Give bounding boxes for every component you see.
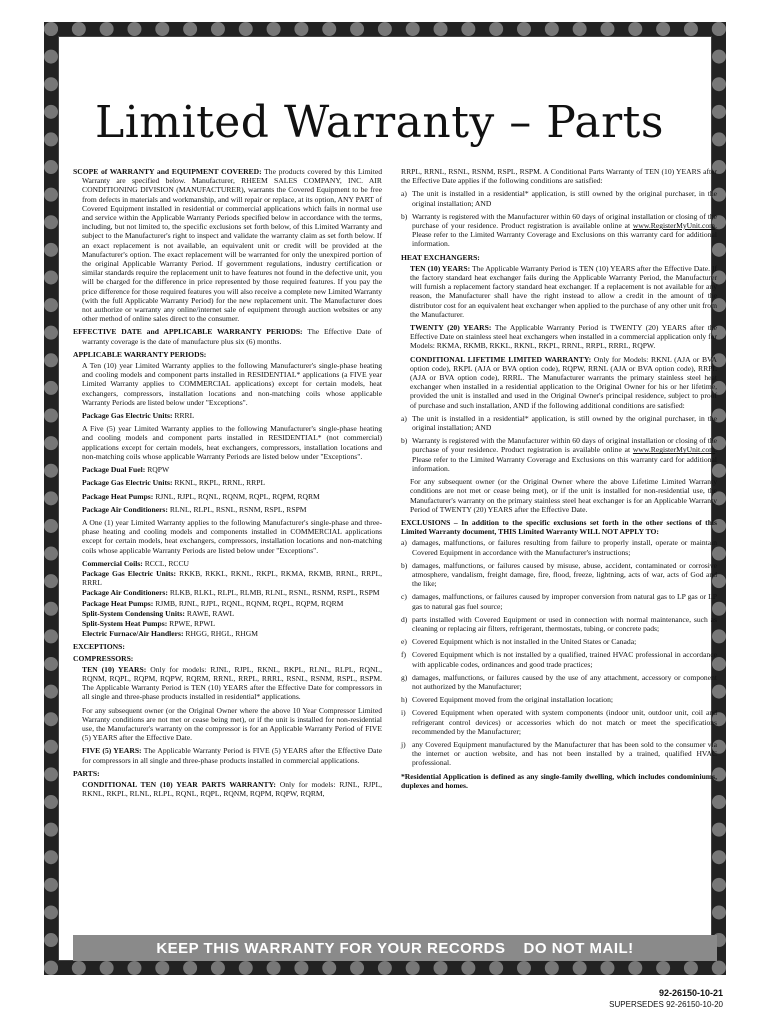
compressor-subsequent-paragraph: For any subsequent owner (or the Original Owner where the above 10 Year Compressor Limited Warranty conditions are not met or cease being met), or if the unit is installed for non-residential use, the Manufacturer's warranty on the compressor is for an Applicable Warranty Period of FIVE (5) YEARS after the Effective Date. xyxy=(82,705,382,743)
page-content xyxy=(58,36,718,961)
page-title: Limited Warranty – Parts xyxy=(95,97,664,148)
item-label: b) xyxy=(401,560,408,570)
parts-continued-paragraph: RRPL, RRNL, RSNL, RSNM, RSPL, RSPM. A Conditional Parts Warranty of TEN (10) YEARS after the Effective Date applies if the following conditions are satisfied: xyxy=(401,167,717,186)
document-number: 92-26150-10-21 xyxy=(658,988,723,998)
supersedes-note: SUPERSEDES 92-26150-10-20 xyxy=(609,1000,723,1009)
lifetime-text: Only for Models: RKNL (AJA or BVA option code), RKPL (AJA or BVA option code), RQPW, RRNL (AJA or BVA option code), RRPL (AJA or BVA option code), RRRL. The Manufacturer warrants the primary stainless steel heat exchanger when installed in a residential application to the Original Owner for his or her lifetime, provided the unit is installed and used in the Original Owner's principal residence, subject to proof of purchase and such installation, AND if the following additional conditions are satisfied: xyxy=(410,354,718,410)
model-line xyxy=(73,492,382,501)
model-label: Split-System Condensing Units: xyxy=(82,608,185,618)
model-label: Commercial Coils: xyxy=(82,558,143,568)
parts-conditional-text: Only for models: RJNL, RJPL, RKNL, RKPL, RLNL, RLPL, RQNL, RQPL, RQNM, RQPM, RQPW, RQRM, xyxy=(82,779,382,799)
item-text: Covered Equipment which is not installed in the United States or Canada; xyxy=(412,637,637,647)
hx-ten-year-text: The Applicable Warranty Period is TEN (10) YEARS after the Effective Date. If the factory standard heat exchanger fails during the Applicable Warranty Period, the Manufacturer will furnish a replacement factory standard heat exchanger. If a replacement is not available for any reason, the Manufacturer shall have the right instead to allow a credit in the amount of the distributor cost for an equivalent heat exchanger when applied to the purchase of any other unit from the Manufacturer. xyxy=(410,263,717,319)
condition-item xyxy=(401,212,717,249)
model-value: RLNL, RLPL, RSNL, RSNM, RSPL, RSPM xyxy=(169,504,307,514)
model-label: Package Gas Electric Units: xyxy=(82,568,176,578)
model-line xyxy=(73,588,382,597)
compressor-ten-year-heading: TEN (10) YEARS: xyxy=(82,664,147,674)
item-label: f) xyxy=(401,650,407,660)
model-value: RJNL, RJPL, RQNL, RQNM, RQPL, RQPM, RQRM xyxy=(155,491,320,501)
model-line xyxy=(73,619,382,628)
compressor-five-year-heading: FIVE (5) YEARS: xyxy=(82,746,142,756)
model-label: Electric Furnace/Air Handlers: xyxy=(82,629,184,639)
effective-date-heading: EFFECTIVE DATE and APPLICABLE WARRANTY PERIODS: xyxy=(73,327,303,337)
item-label: c) xyxy=(401,592,407,602)
five-year-paragraph: A Five (5) year Limited Warranty applies to the following Manufacturer's single-phase heating and cooling models and component parts installed in RESIDENTIAL* (not commercial) applications except for certain models, heat exchangers, compressors, installation locations and non-matching coils whose applicable Warranty Periods are listed below under "Exceptions". xyxy=(82,424,382,461)
model-value: RAWE, RAWL xyxy=(186,608,235,618)
exclusions-heading: EXCLUSIONS – In addition to the specific exclusions set forth in the other sections of this Limited Warranty document, THIS Limited Warranty WILL NOT APPLY TO: xyxy=(401,517,717,537)
item-text-part: . Please refer to the Limited Warranty Coverage and Exclusions on this warranty card for additional information. xyxy=(412,445,717,473)
model-value: RCCL, RCCU xyxy=(144,558,190,568)
model-label: Split-System Heat Pumps: xyxy=(82,618,168,628)
exclusions-list xyxy=(401,538,717,767)
model-value: RJMB, RJNL, RJPL, RQNL, RQNM, RQPL, RQPM, RQRM xyxy=(155,598,344,608)
condition-item xyxy=(401,189,717,207)
exclusion-item xyxy=(401,740,717,768)
item-text: damages, malfunctions, or failures caused by the use of any attachment, accessory or component not authorized by the Manufacturer; xyxy=(412,672,717,691)
condition-item xyxy=(401,414,717,432)
hx-twenty-year-text: The Applicable Warranty Period is TWENTY (20) YEARS after the Effective Date on stainless steel heat exchangers when installed in a commercial application only for Models: RKMA, RKMB, RKKL, RKNL, RKPL, RRNL, RRPL, RRRL, RQPW. xyxy=(410,323,717,351)
ten-year-paragraph: A Ten (10) year Limited Warranty applies to the following Manufacturer's single-phase heating and cooling models and component parts installed in RESIDENTIAL* applications (a FIVE year Limited Warranty applies to COMMERCIAL applications) except for certain models, heat exchangers, compressors, installation locations and non-matching coils whose applicable Warranty Periods are listed below under "Exceptions". xyxy=(82,361,382,407)
item-text: The unit is installed in a residential* application, is still owned by the original purchaser, in the original installation; AND xyxy=(412,413,717,433)
item-text xyxy=(412,212,717,249)
exclusion-item xyxy=(401,615,717,633)
scope-paragraph xyxy=(73,167,382,323)
hx-twenty-year-paragraph xyxy=(401,323,717,351)
right-column xyxy=(401,167,717,794)
heat-exchangers-heading: HEAT EXCHANGERS: xyxy=(401,252,480,262)
model-line xyxy=(73,599,382,608)
item-label: b) xyxy=(401,211,408,221)
hx-twenty-year-heading: TWENTY (20) YEARS: xyxy=(410,323,492,333)
model-value: RKKB, RKKL, RKNL, RKPL, RKMA, RKMB, RRNL, RRPL, RRRL xyxy=(82,568,382,588)
model-label: Package Gas Electric Units: xyxy=(82,478,173,488)
hx-ten-year-heading: TEN (10) YEARS: xyxy=(410,263,471,273)
register-link[interactable]: www.RegisterMyUnit.com xyxy=(632,445,716,455)
item-text: The unit is installed in a residential* application, is still owned by the original purchaser, in the original installation; AND xyxy=(412,189,717,208)
scope-heading: SCOPE of WARRANTY and EQUIPMENT COVERED: xyxy=(73,167,262,176)
model-line xyxy=(73,629,382,638)
item-label: h) xyxy=(401,695,408,705)
lifetime-subsequent-paragraph: For any subsequent owner (or the Original Owner where the above Lifetime Limited Warranty conditions are not met or cease being met), or if the unit is installed for non-residential use, the Manufacturer's warranty on the primary stainless steel heat exchanger is for an Applicable Warranty Period of TWENTY (20) YEARS after the Effective Date. xyxy=(410,477,717,514)
banner-text-do-not-mail: DO NOT MAIL! xyxy=(523,939,634,957)
compressor-five-year-paragraph xyxy=(73,746,382,764)
model-label: Package Air Conditioners: xyxy=(82,504,168,514)
model-line xyxy=(73,505,382,514)
item-text xyxy=(412,436,717,473)
exclusion-item xyxy=(401,695,717,704)
model-line xyxy=(73,465,382,474)
register-link[interactable]: www.RegisterMyUnit.com xyxy=(632,221,716,231)
exclusion-item xyxy=(401,561,717,589)
exclusion-item xyxy=(401,708,717,736)
model-label: Package Air Conditioners: xyxy=(82,588,168,598)
item-text: damages, malfunctions, or failures resulting from failure to properly install, operate or maintain Covered Equipment in accordance with the Manufacturer's instructions; xyxy=(412,538,717,557)
left-column xyxy=(73,167,382,802)
item-text-part: . Please refer to the Limited Warranty Coverage and Exclusions on this warranty card for additional information. xyxy=(412,221,717,249)
item-label: i) xyxy=(401,708,406,718)
item-label: j) xyxy=(401,739,406,749)
parts-heading: PARTS: xyxy=(73,768,100,778)
item-label: d) xyxy=(401,614,408,624)
model-label: Package Gas Electric Units: xyxy=(82,411,173,421)
item-text-part: Warranty is registered with the Manufacturer within 60 days of original installation or closing of the purchase of your residence. Product registration is available online at xyxy=(412,436,717,455)
exceptions-heading: EXCEPTIONS: xyxy=(73,642,125,652)
item-text: parts installed with Covered Equipment or used in connection with normal maintenance, such as cleaning or replacing air filters, refrigerant, thermostats, tubing, or concrete pads; xyxy=(412,614,717,633)
item-text: Covered Equipment moved from the original installation location; xyxy=(412,695,613,705)
exclusion-item xyxy=(401,592,717,610)
model-value: RKNL, RKPL, RRNL, RRPL xyxy=(174,478,266,488)
model-value: RRRL xyxy=(174,411,195,421)
item-text-part: Warranty is registered with the Manufacturer within 60 days of original installation or closing of the purchase of your residence. Product registration is available online at xyxy=(412,211,717,231)
item-text: any Covered Equipment manufactured by the Manufacturer that has been sold to the consumer via the internet or auction website, and has not been installed by a trained, qualified HVAC professional. xyxy=(412,739,717,768)
model-line xyxy=(73,411,382,420)
model-line xyxy=(73,478,382,487)
item-text: damages, malfunctions, or failures caused by improper conversion from natural gas to LP gas or LP gas to natural gas fuel source; xyxy=(412,592,717,611)
exclusion-item xyxy=(401,650,717,668)
exclusion-item xyxy=(401,538,717,556)
model-label: Package Heat Pumps: xyxy=(82,491,154,501)
banner-text-keep: KEEP THIS WARRANTY FOR YOUR RECORDS xyxy=(156,939,506,957)
parts-conditional-heading: CONDITIONAL TEN (10) YEAR PARTS WARRANTY: xyxy=(82,779,276,789)
model-line xyxy=(73,569,382,587)
hx-ten-year-paragraph xyxy=(401,264,717,319)
lifetime-heading: CONDITIONAL LIFETIME LIMITED WARRANTY: xyxy=(410,354,592,364)
model-line xyxy=(73,559,382,568)
decorative-border xyxy=(44,22,726,975)
item-label: b) xyxy=(401,436,408,446)
item-label: a) xyxy=(401,189,407,199)
one-year-paragraph: A One (1) year Limited Warranty applies to the following Manufacturer's single-phase and three-phase heating and cooling models and components installed in COMMERCIAL applications except for certain models, heat exchangers, compressors, installation locations and non-matching coils whose applicable Warranty Periods are listed below under "Exceptions". xyxy=(82,517,382,555)
model-value: RPWE, RPWL xyxy=(169,618,216,628)
records-banner xyxy=(73,935,717,961)
item-label: a) xyxy=(401,413,407,423)
model-value: RLKB, RLKL, RLPL, RLMB, RLNL, RSNL, RSNM, RSPL, RSPM xyxy=(169,588,380,598)
model-value: RQPW xyxy=(147,465,170,475)
item-text: Covered Equipment which is not installed by a qualified, trained HVAC professional in accordance with applicable codes, ordinances and good trade practices; xyxy=(412,650,717,669)
scope-text: The products covered by this Limited Warranty are specified below. Manufacturer, RHEEM SALES COMPANY, INC. AIR CONDITIONING DIVISION (MANUFACTURER), warrants the Covered Equipment to be free from defects in materials and workmanship, and will repair or replace, at its option, ANY PART of Covered Equipment installed in residential or commercial applications which fails in normal use and service within the Applicable Warranty Periods specified below in accordance with the terms, including, but not limited to, the specific exclusions set forth below, of this Limited Warranty and subject to the Manufacturer's right to inspect and validate the warranty claim as set forth below. If an exact replacement is not available, an equivalent unit or credit will be provided at the Manufacturer's option. The exact replacement will be warranted for only the unexpired portion of the original Applicable Warranty Period. If government regulations, industry certification or similar standards require the replacement unit to have features not found in the defective unit, you will be charged for the difference in price represented by those required features. If you pay the price difference for those required features you will also receive a complete new Limited Warranty (with the full Applicable Warranty Period) for the new replacement unit. The Manufacturer does not authorize or warranty any online/internet sale of equipment through auction websites or any other method of online sales direct to the consumer. xyxy=(82,167,383,324)
effective-date-text: The Effective Date of warranty coverage is the date of manufacture plus six (6) months. xyxy=(82,327,383,346)
item-text: damages, malfunctions, or failures caused by misuse, abuse, accident, contaminated or corrosive atmosphere, vandalism, freight damage, fire, flood, freeze, lightning, acts of war, acts of God and the like; xyxy=(412,560,717,589)
footnote-text: *Residential Application is defined as any single-family dwelling, which includes condominiums, duplexes and homes. xyxy=(401,771,717,790)
footnote xyxy=(401,772,717,790)
compressor-ten-year-text: Only for models: RJNL, RJPL, RKNL, RKPL, RLNL, RLPL, RQNL, RQNM, RQPL, RQPM, RQPW, RQRM, RRNL, RRPL, RRRL, RSNL, RSNM, RSPL, RSPM. The Applicable Warranty Period is TEN (10) YEARS after the Effective Date for compressors in all single and three-phase products installed in residential* applications. xyxy=(82,664,382,702)
model-value: RHGG, RHGL, RHGM xyxy=(185,629,258,639)
model-line xyxy=(73,609,382,618)
parts-conditional-paragraph xyxy=(73,780,382,798)
compressor-five-year-text: The Applicable Warranty Period is FIVE (5) YEARS after the Effective Date for compressors in all single and three-phase products installed in commercial applications. xyxy=(82,746,383,765)
item-label: e) xyxy=(401,637,407,647)
item-label: a) xyxy=(401,538,407,548)
lifetime-paragraph xyxy=(401,355,717,410)
effective-date-paragraph xyxy=(73,327,382,345)
exclusion-item xyxy=(401,637,717,646)
model-label: Package Heat Pumps: xyxy=(82,598,154,608)
item-text: Covered Equipment when operated with system components (indoor unit, outdoor unit, coil and refrigerant control devices) or accessories which do not match or meet the specifications recommended by the Manufacturer; xyxy=(412,708,717,736)
item-label: g) xyxy=(401,672,408,682)
compressor-ten-year-paragraph xyxy=(73,665,382,702)
compressors-heading: COMPRESSORS: xyxy=(73,653,134,663)
condition-item xyxy=(401,436,717,473)
model-label: Package Dual Fuel: xyxy=(82,465,146,475)
applicable-periods-heading: APPLICABLE WARRANTY PERIODS: xyxy=(73,349,207,359)
exclusion-item xyxy=(401,673,717,691)
